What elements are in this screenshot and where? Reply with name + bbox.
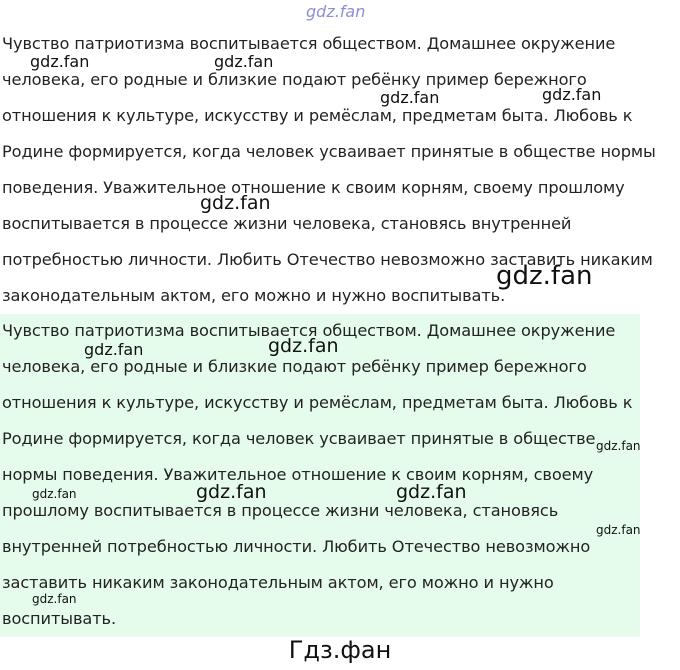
watermark: gdz.fan: [380, 88, 440, 107]
text-line: отношения к культуре, искусству и ремёслам, предметам быта. Любовь к: [2, 393, 633, 412]
watermark: gdz.fan: [268, 335, 339, 357]
watermark: gdz.fan: [542, 85, 602, 104]
watermark: gdz.fan: [596, 523, 641, 537]
text-line: воспитывается в процессе жизни человека, становясь внутренней: [2, 214, 572, 233]
watermark: gdz.fan: [32, 592, 77, 606]
text-line: внутренней потребностью личности. Любить Отечество невозможно: [2, 537, 591, 556]
text-line: законодательным актом, его можно и нужно воспитывать.: [2, 286, 506, 305]
text-line: Чувство патриотизма воспитывается обществом. Домашнее окружение: [2, 34, 616, 53]
watermark: gdz.fan: [396, 481, 467, 503]
text-line: потребностью личности. Любить Отечество невозможно заставить никаким: [2, 250, 653, 269]
text-line: заставить никаким законодательным актом, его можно и нужно: [2, 573, 554, 592]
paragraph-2-highlighted: [0, 314, 640, 637]
text-line: отношения к культуре, искусству и ремёслам, предметам быта. Любовь к: [2, 106, 633, 125]
watermark: gdz.fan: [200, 192, 271, 214]
text-line: поведения. Уважительное отношение к своим корням, своему прошлому: [2, 178, 625, 197]
text-line: человека, его родные и близкие подают ребёнку пример бережного: [2, 70, 587, 89]
watermark: gdz.fan: [496, 261, 593, 291]
watermark-top: gdz.fan: [306, 2, 366, 21]
watermark: gdz.fan: [30, 52, 90, 71]
text-line: нормы поведения. Уважительное отношение к своим корням, своему: [2, 465, 594, 484]
text-line: Родине формируется, когда человек усваивает принятые в обществе нормы: [2, 142, 656, 161]
watermark: gdz.fan: [196, 481, 267, 503]
text-line: прошлому воспитывается в процессе жизни человека, становясь: [2, 501, 559, 520]
watermark: gdz.fan: [596, 439, 641, 453]
watermark: gdz.fan: [214, 52, 274, 71]
text-line: Родине формируется, когда человек усваивает принятые в обществе: [2, 429, 596, 448]
text-line: Чувство патриотизма воспитывается обществом. Домашнее окружение: [2, 321, 616, 340]
watermark: gdz.fan: [84, 340, 144, 359]
text-line: воспитывать.: [2, 609, 117, 628]
text-line: человека, его родные и близкие подают ребёнку пример бережного: [2, 357, 587, 376]
watermark: gdz.fan: [32, 487, 77, 501]
footer-site-name: Гдз.фан: [288, 636, 392, 664]
